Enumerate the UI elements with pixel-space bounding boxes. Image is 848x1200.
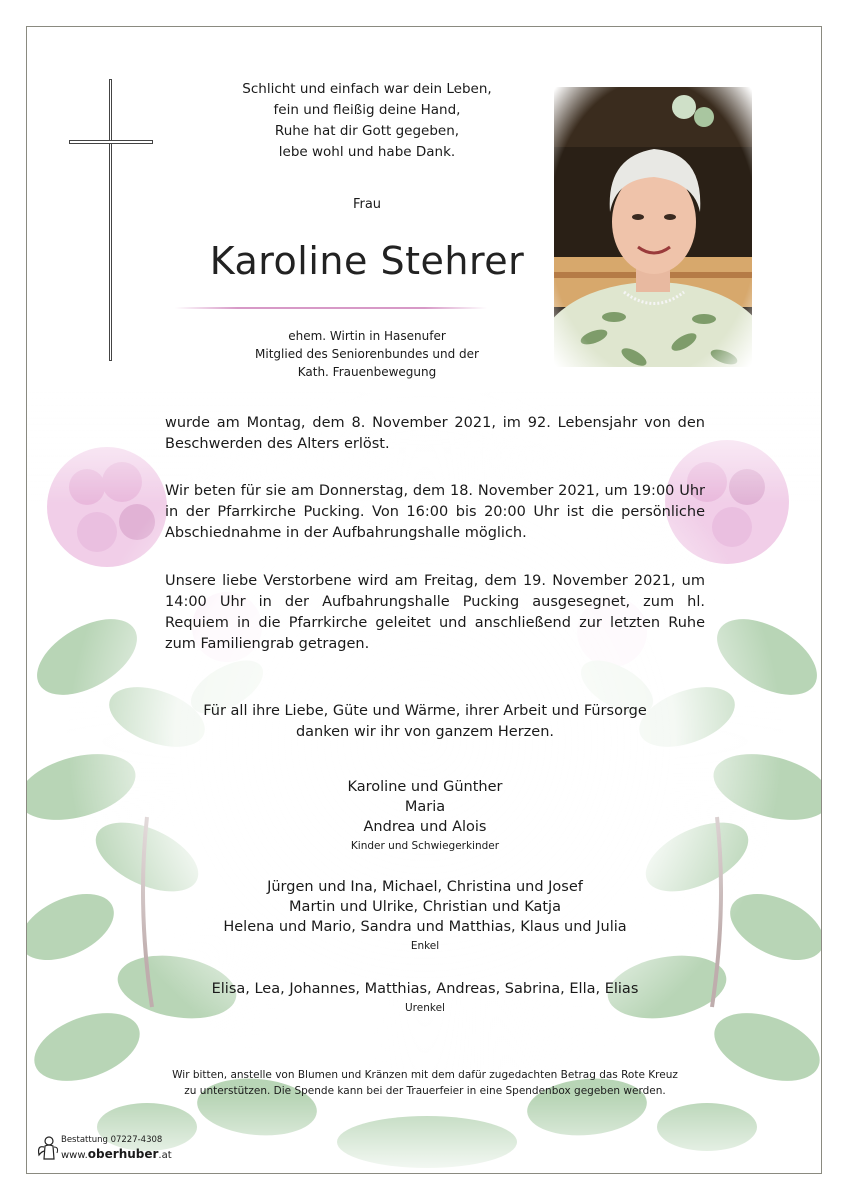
subtitle-line: Kath. Frauenbewegung — [297, 365, 437, 379]
name-divider — [175, 307, 487, 309]
thanks-line: danken wir ihr von ganzem Herzen. — [295, 724, 555, 740]
family-names: Andrea und Alois — [363, 819, 487, 835]
family-names: Helena und Mario, Sandra und Matthias, Klaus und Julia — [223, 919, 627, 935]
obituary-card — [26, 26, 822, 1174]
family-names: Martin und Ulrike, Christian und Katja — [289, 899, 561, 915]
website-brand: oberhuber — [87, 1147, 159, 1161]
paragraph-death: wurde am Montag, dem 8. November 2021, im 92. Lebensjahr von den Beschwerden des Alters erlöst. — [165, 415, 705, 452]
salutation: Frau — [352, 197, 382, 212]
subtitle-line: Mitglied des Seniorenbundes und der — [255, 347, 479, 361]
undertaker-website[interactable] — [61, 1147, 172, 1161]
family-role: Urenkel — [405, 1002, 445, 1014]
paragraph-funeral: Unsere liebe Verstorbene wird am Freitag, dem 19. November 2021, um 14:00 Uhr in der Aufbahrungshalle Pucking ausgesegnet, zum hl. Requiem in die Pfarrkirche geleitet und anschließend zur letzten Ruhe zum Familiengrab getragen. — [165, 573, 705, 652]
family-names: Jürgen und Ina, Michael, Christina und Josef — [267, 879, 583, 895]
donation-note-line: zu unterstützen. Die Spende kann bei der Trauerfeier in eine Spendenbox gegeben werden. — [184, 1085, 666, 1097]
cross-vertical-bar — [109, 79, 112, 361]
poem-line: Schlicht und einfach war dein Leben, — [242, 81, 492, 97]
poem-line: fein und fleißig deine Hand, — [273, 102, 461, 118]
family-names: Maria — [404, 799, 446, 815]
thanks-line: Für all ihre Liebe, Güte und Wärme, ihrer Arbeit und Fürsorge — [203, 703, 647, 719]
deceased-name: Karoline Stehrer — [209, 239, 525, 283]
subtitle — [177, 327, 557, 381]
portrait-photo — [554, 87, 752, 367]
angel-logo-icon — [37, 1135, 59, 1161]
website-suffix: .at — [158, 1150, 172, 1161]
paragraph-prayer: Wir beten für sie am Donnerstag, dem 18. November 2021, um 19:00 Uhr in der Pfarrkirche Pucking. Von 16:00 bis 20:00 Uhr ist die persönliche Abschiednahme in der Aufbahrungshalle möglich. — [165, 483, 705, 541]
subtitle-line: ehem. Wirtin in Hasenufer — [288, 329, 446, 343]
poem-line: Ruhe hat dir Gott gegeben, — [274, 123, 460, 139]
family-role: Kinder und Schwiegerkinder — [350, 840, 500, 852]
undertaker-imprint — [37, 1133, 197, 1165]
family-group-grandchildren — [125, 877, 725, 954]
poem — [177, 79, 557, 163]
donation-note-line: Wir bitten, anstelle von Blumen und Kränzen mit dem dafür zugedachten Betrag das Rote Kreuz — [172, 1069, 678, 1081]
donation-note — [145, 1067, 705, 1099]
family-names: Elisa, Lea, Johannes, Matthias, Andreas, Sabrina, Ella, Elias — [211, 981, 639, 997]
cross-horizontal-bar — [69, 140, 153, 144]
undertaker-phone: Bestattung 07227-4308 — [61, 1135, 163, 1145]
thanks — [145, 701, 705, 743]
family-group-children — [125, 777, 725, 854]
website-prefix: www. — [61, 1150, 88, 1161]
poem-line: lebe wohl und habe Dank. — [278, 144, 456, 160]
family-names: Karoline und Günther — [347, 779, 503, 795]
family-role: Enkel — [410, 940, 440, 952]
family-group-great-grandchildren — [125, 979, 725, 1016]
